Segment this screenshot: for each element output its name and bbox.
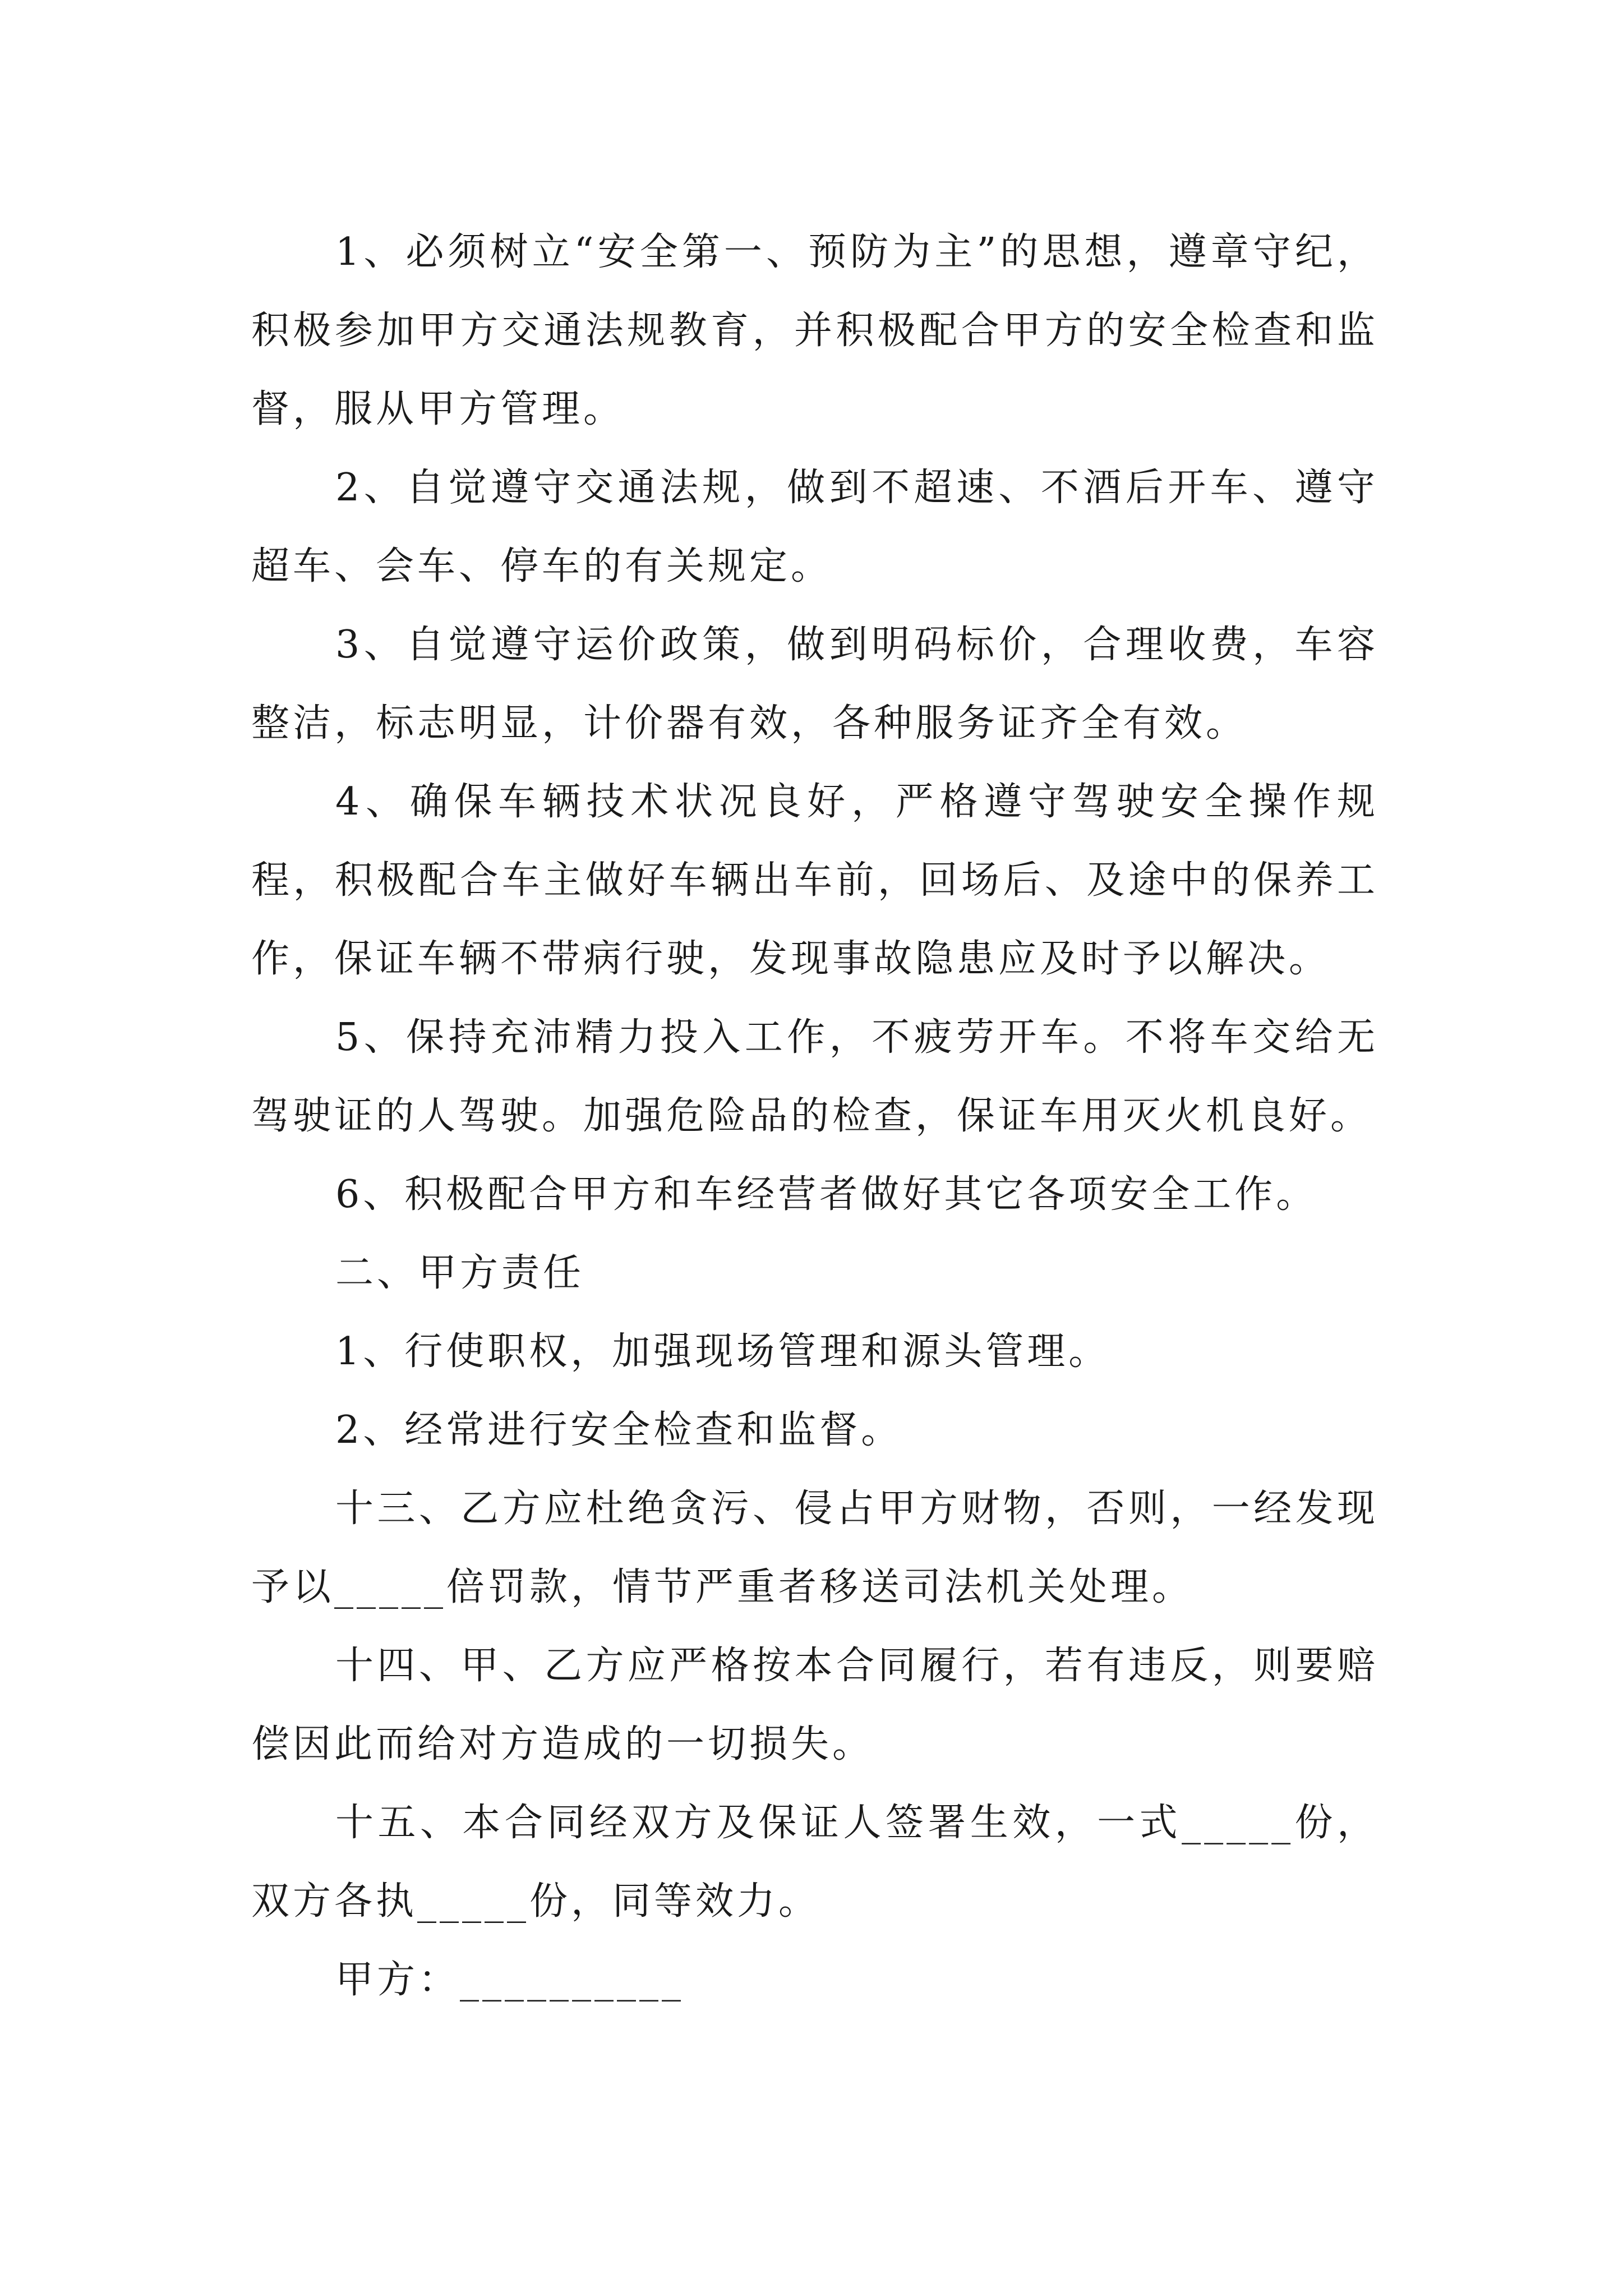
section-heading-party-a-duties: 二、甲方责任 xyxy=(335,1251,585,1295)
party-a-signature-line: 甲方：__________ xyxy=(335,1958,685,2002)
paragraph-driver-duty-5: 5、保持充沛精力投入工作，不疲劳开车。不将车交给无驾驶证的人驾驶。加强危险品的检查，保证车用灭火机良好。 xyxy=(251,1015,1378,1138)
document-page xyxy=(251,213,1378,2019)
clause-14: 十四、甲、乙方应严格按本合同履行，若有违反，则要赔偿因此而给对方造成的一切损失。 xyxy=(251,1644,1378,1766)
paragraph-party-a-duty-2: 2、经常进行安全检查和监督。 xyxy=(335,1408,903,1452)
clause-13: 十三、乙方应杜绝贪污、侵占甲方财物，否则，一经发现予以_____倍罚款，情节严重者移送司法机关处理。 xyxy=(251,1487,1378,1609)
paragraph-party-a-duty-1: 1、行使职权，加强现场管理和源头管理。 xyxy=(335,1329,1110,1374)
clause-15: 十五、本合同经双方及保证人签署生效，一式_____份，双方各执_____份，同等效力。 xyxy=(251,1801,1378,1924)
paragraph-driver-duty-2: 2、自觉遵守交通法规，做到不超速、不酒后开车、遵守超车、会车、停车的有关规定。 xyxy=(251,466,1378,588)
paragraph-driver-duty-6: 6、积极配合甲方和车经营者做好其它各项安全工作。 xyxy=(335,1172,1318,1217)
paragraph-driver-duty-4: 4、确保车辆技术状况良好，严格遵守驾驶安全操作规程，积极配合车主做好车辆出车前，回场后、及途中的保养工作，保证车辆不带病行驶，发现事故隐患应及时予以解决。 xyxy=(251,780,1378,981)
paragraph-driver-duty-3: 3、自觉遵守运价政策，做到明码标价，合理收费，车容整洁，标志明显，计价器有效，各种服务证齐全有效。 xyxy=(251,623,1378,746)
paragraph-driver-duty-1: 1、必须树立“安全第一、预防为主”的思想，遵章守纪，积极参加甲方交通法规教育，并积极配合甲方的安全检查和监督，服从甲方管理。 xyxy=(251,230,1378,431)
